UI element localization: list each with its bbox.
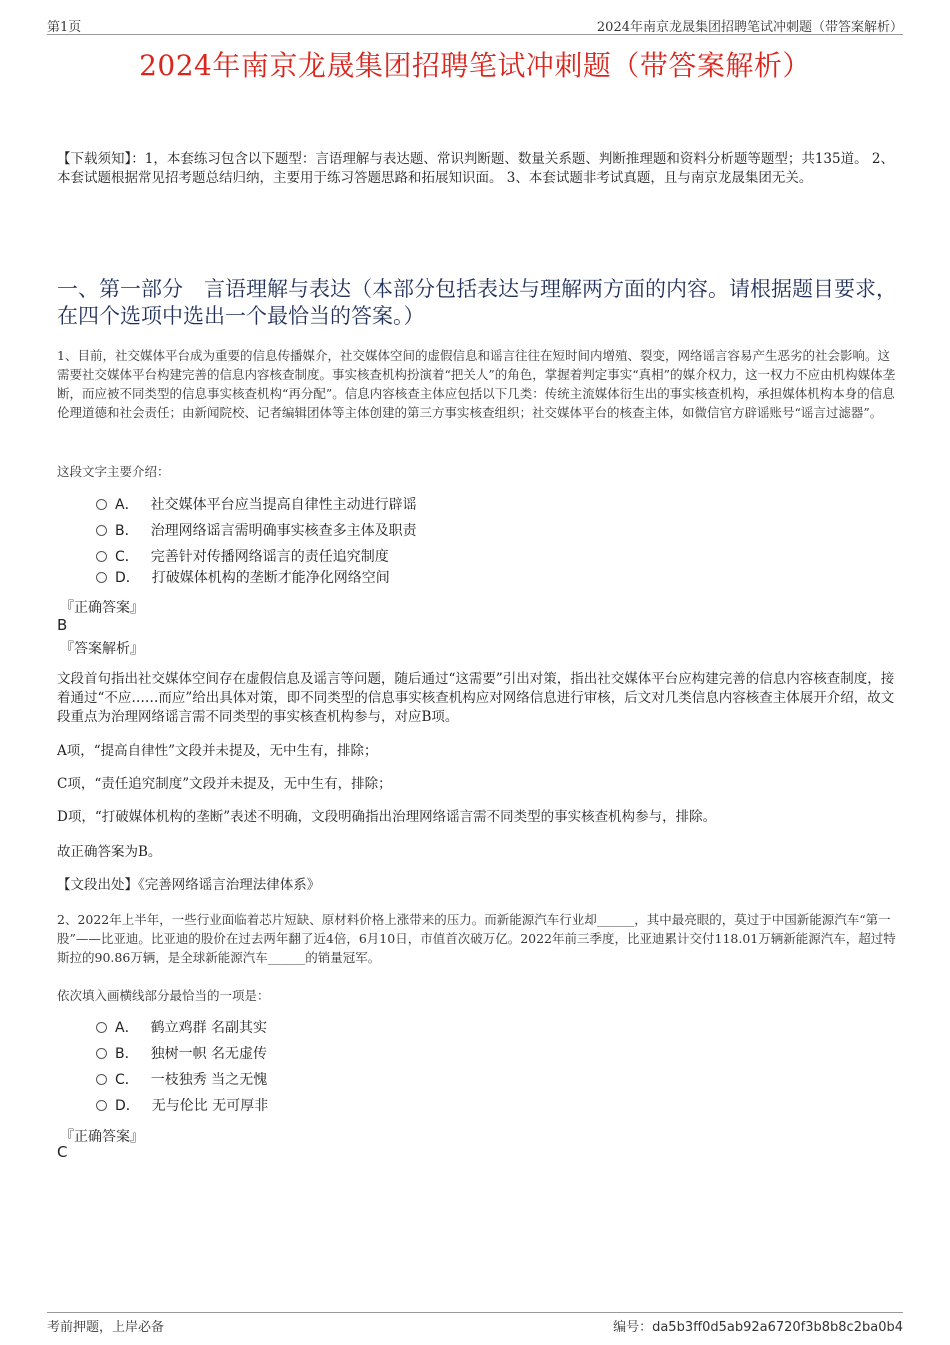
download-notice: 【下载须知】：1，本套练习包含以下题型：言语理解与表达题、常识判断题、数量关系题、判断推理题和资料分析题等题型；共135道。 2、本套试题根据常见招考题总结归纳，主要用于练习答题思路和拓展知识面。 3、本套试题非考试真题，且与南京龙晟集团无关。 — [57, 151, 894, 186]
question-2-stem: 2、2022年上半年，一些行业面临着芯片短缺、原材料价格上涨带来的压力。而新能源汽车行业却______，其中最亮眼的，莫过于中国新能源汽车“第一股”——比亚迪。比亚迪的股价在过去两年翻了近4倍，6月10日，市值首次破万亿。2022年前三季度，比亚迪累计交付118.01万辆新能源汽车，超过特斯拉的90.86万辆，是全球新能源汽车______的销量冠军。 — [57, 912, 896, 965]
page-header — [47, 14, 903, 35]
section-title: 一、第一部分 言语理解与表达（本部分包括表达与理解两方面的内容。请根据题目要求，在四个选项中选出一个最恰当的答案。） — [57, 277, 897, 328]
footer-code: 编号：da5b3ff0d5ab92a6720f3b8b8c2ba0b4 — [613, 1320, 903, 1335]
q1-option-a[interactable]: A． 社交媒体平台应当提高自律性主动进行辟谣 — [96, 494, 417, 516]
q1-option-b[interactable]: B． 治理网络谣言需明确事实核查多主体及职责 — [96, 520, 417, 542]
q1-option-c[interactable]: C． 完善针对传播网络谣言的责任追究制度 — [96, 546, 389, 568]
question-1-prompt: 这段文字主要介绍： — [57, 464, 170, 479]
header-doc-title: 2024年南京龙晟集团招聘笔试冲刺题（带答案解析） — [596, 20, 903, 35]
document-title: 2024年南京龙晟集团招聘笔试冲刺题（带答案解析） — [139, 49, 811, 82]
radio-icon[interactable] — [96, 525, 107, 536]
q1-answer-label: 『正确答案』 — [60, 600, 144, 616]
question-1-stem: 1、目前，社交媒体平台成为重要的信息传播媒介，社交媒体空间的虚假信息和谣言往往在短时间内增殖、裂变，网络谣言容易产生恶劣的社会影响。这需要社交媒体平台构建完善的信息内容核查制度。事实核查机构扮演着“把关人”的角色，掌握着判定事实“真相”的媒介权力，这一权力不应由机构媒体垄断，而应被不同类型的信息事实核查机构“再分配”。信息内容核查主体应包括以下几类：传统主流媒体衍生出的事实核查机构，承担媒体机构本身的信息伦理道德和社会责任；由新闻院校、记者编辑团体等主体创建的第三方事实核查组织；社交媒体平台的核查主体，如微信官方辟谣账号“谣言过滤器”。 — [57, 348, 896, 420]
q2-option-a[interactable]: A． 鹤立鸡群 名副其实 — [96, 1017, 267, 1039]
q1-analysis-d: D项，“打破媒体机构的垄断”表述不明确，文段明确指出治理网络谣言需不同类型的事实核查机构参与，排除。 — [57, 809, 717, 825]
radio-icon[interactable] — [96, 572, 107, 583]
q1-option-d[interactable]: D． 打破媒体机构的垄断才能净化网络空间 — [96, 567, 390, 589]
q1-answer: B — [57, 616, 68, 634]
radio-icon[interactable] — [96, 1074, 107, 1085]
question-2-prompt: 依次填入画横线部分最恰当的一项是： — [57, 988, 270, 1003]
q1-analysis-c: C项，“责任追究制度”文段并未提及，无中生有，排除； — [57, 776, 392, 792]
page-footer — [47, 1312, 903, 1333]
radio-icon[interactable] — [96, 1100, 107, 1111]
page-number: 第1页 — [47, 20, 82, 35]
q2-answer-label: 『正确答案』 — [60, 1129, 144, 1145]
q1-analysis-conclusion: 故正确答案为B。 — [57, 844, 162, 860]
q1-analysis-a: A项，“提高自律性”文段并未提及，无中生有，排除； — [57, 743, 378, 759]
q2-answer: C — [57, 1143, 68, 1161]
q2-option-c[interactable]: C． 一枝独秀 当之无愧 — [96, 1069, 267, 1091]
q2-option-b[interactable]: B． 独树一帜 名无虚传 — [96, 1043, 267, 1065]
q1-analysis-main: 文段首句指出社交媒体空间存在虚假信息及谣言等问题，随后通过“这需要”引出对策，指出社交媒体平台应构建完善的信息内容核查制度，接着通过“不应……而应”给出具体对策，即不同类型的信息事实核查机构应对网络信息进行审核，后文对几类信息内容核查主体展开介绍，故文段重点为治理网络谣言需不同类型的事实核查机构参与，对应B项。 — [57, 671, 895, 725]
q1-analysis-label: 『答案解析』 — [60, 641, 144, 657]
radio-icon[interactable] — [96, 1048, 107, 1059]
q1-source: 【文段出处】《完善网络谣言治理法律体系》 — [57, 877, 321, 893]
q2-option-d[interactable]: D． 无与伦比 无可厚非 — [96, 1095, 268, 1117]
radio-icon[interactable] — [96, 1022, 107, 1033]
radio-icon[interactable] — [96, 499, 107, 510]
radio-icon[interactable] — [96, 551, 107, 562]
footer-slogan: 考前押题，上岸必备 — [47, 1320, 165, 1335]
